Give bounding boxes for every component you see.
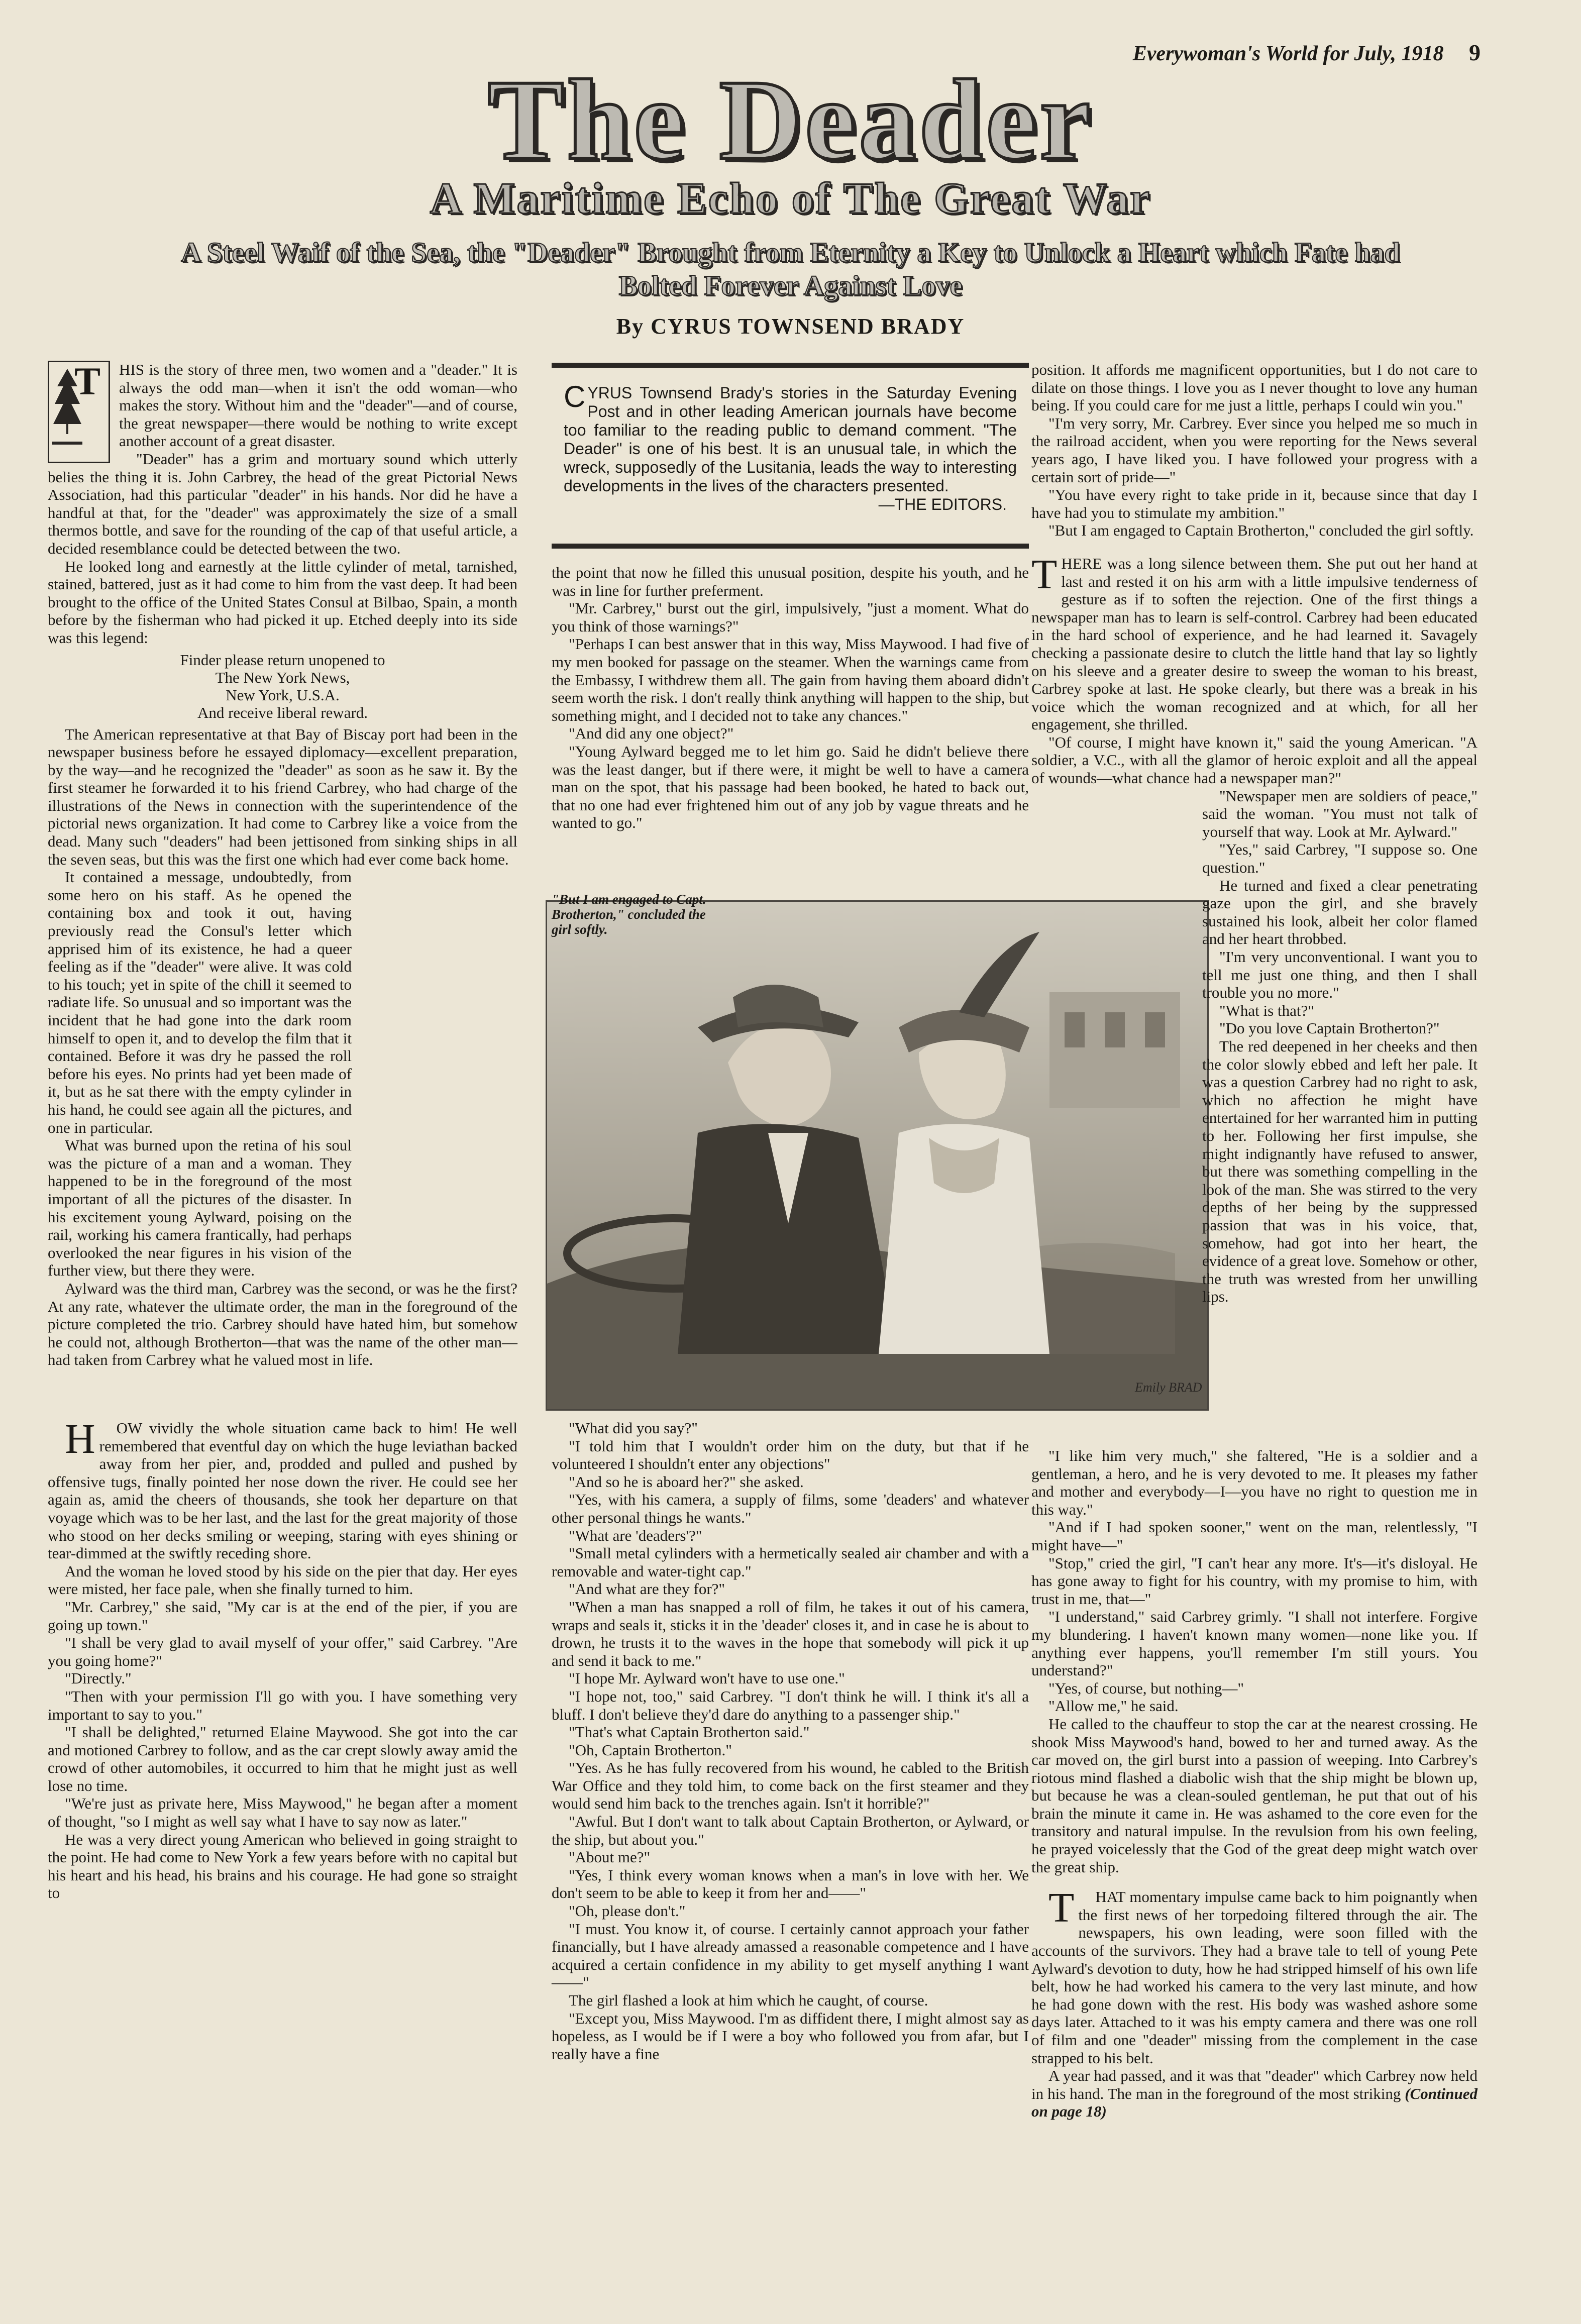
drop-cap-letter: T [74,359,101,403]
paragraph: The American representative at that Bay of Biscay port had been in the newspaper business before he essayed diplomacy—excellent preparation, by the way—and he recognized the "deader" as soon as he saw it. By the first steamer he forwarded it to his friend Carbrey, who had charge of the illustrations of the News in connection with the superintendence of the pictorial news organization. It had come to Carbrey like a voice from the dead. Many such "deaders" had been jettisoned from sinking ships in all the seven seas, but this was the first one which had ever come back home. [48,725,517,868]
paragraph-text: HAT momentary impulse came back to him poignantly when the first news of her torpedoing filtered through the air. The newspapers, his own leading, were soon filled with the accounts of the survivors. They had a brave tale to tell of young Pete Aylward's devotion to duty, how he had stripped himself of his own life belt, how he had worked his camera to the very last minute, and how he had gone down with the rest. His body was washed ashore some days later. Attached to it was his empty camera and there was one roll of film and one "deader" missing from the complement in the case strapped to his belt. [1031,1888,1478,2067]
paragraph: "I hope Mr. Aylward won't have to use one." [569,1669,845,1687]
paragraph: "I hope not, too," said Carbrey. "I don't think he will. I think it's all a bluff. I don't believe they'd dare do anything to a passenger ship." [552,1687,1029,1723]
paragraph [1031,2067,1478,2121]
paragraph [48,1416,517,1562]
paragraph: "Allow me," he said. [1048,1697,1179,1715]
paragraph: "I understand," said Carbrey grimly. "I shall not interfere. Forgive my blundering. I haven't known many women—none like you. If anything ever happens, you'll remember I'm still yours. You understand?" [1031,1608,1478,1679]
paragraph: "Small metal cylinders with a hermetically sealed air chamber and with a removable and water-tight cap." [552,1544,1029,1580]
paragraph: "Deader" has a grim and mortuary sound which utterly belies the thing it is. John Carbrey, the head of the great Pictorial News Association, had this particular "deader" in his hands. Nor did he have a handful at that, for the "deader" was approximately the size of a small thermos bottle, and save for the rounding of the cap of that useful article, a decided resemblance could be detected between the two. [48,450,517,557]
paragraph: "Young Aylward begged me to let him go. Said he didn't believe there was the least danger, but if there were, it might be well to have a camera man on the spot, that his passage had been booked, he hated to back out, that no one had ever frightened him out of any job by vague threats and he wanted to go." [552,742,1029,832]
byline: By CYRUS TOWNSEND BRADY [616,314,965,339]
section-initial: H [65,1416,95,1462]
paragraph: "And what are they for?" [569,1580,725,1598]
artist-signature: Emily BRAD [1135,1380,1202,1395]
paragraph: He called to the chauffeur to stop the car at the nearest crossing. He shook Miss Maywood's hand, bowed to her and turned away. As the car moved on, the girl burst into a passion of weeping. Into Carbrey's riotous mind flashed a diabolic wish that the ship might be blown up, but because he was a clean-souled gentleman, he put that out of his brain the minute it came in. He was ashamed to the core even for the transitory and natural impulse. In the revulsion from his own feeling, he prayed voicelessly that the God of the great deep might watch over the great ship. [1031,1715,1478,1876]
paragraph-text: HERE was a long silence between them. She put out her hand at last and rested it on his arm with a little impulsive tenderness of gesture as if to soften the rejection. One of the first things a newspaper man has to learn is self-control. Carbrey had been educated in the hard school of experience, and he had learned it. Savagely checking a passionate desire to clutch the little hand that lay so lightly on his sleeve and a greater desire to sweep the woman to his breast, Carbrey spoke at last. He spoke clearly, but there was a break in his voice which the woman recognized and at which, for all her engagement, she thrilled. [1031,554,1478,733]
paragraph: "I must. You know it, of course. I certainly cannot approach your father financially, but I have already amassed a reasonable competence and I have acquired a certain confidence in my ability to get myself anything I want——" [552,1920,1029,1991]
paragraph: And the woman he loved stood by his side on the pier that day. Her eyes were misted, her face pale, when she finally turned to him. [48,1562,517,1598]
paragraph: "I shall be very glad to avail myself of your offer," said Carbrey. "Are you going home?" [48,1634,517,1669]
section-initial: T [1048,1884,1075,1932]
article-subtitle: A Maritime Echo of The Great War [430,174,1151,223]
column-2-section-2 [552,1419,1029,2063]
paragraph: "I'm very unconventional. I want you to tell me just one thing, and then I shall trouble you no more." [1202,948,1478,1002]
paragraph: It contained a message, undoubtedly, from some hero on his staff. As he opened the containing box and took it out, having previously read the Consul's letter which apprised him of its existence, he had a queer feeling as if the "deader" were alive. It was cold to his touch; yet in spite of the chill it seemed to radiate life. So unusual and so important was the incident that he had gone into the dark room himself to open it, and to develop the film that it contained. Before it was dry he passed the roll before his eyes. No prints had yet been made of it, but as he sat there with the empty cylinder in his hand, he could see again all the pictures, and one in particular. [48,868,352,1136]
etched-legend [48,651,517,721]
paragraph: "Newspaper men are soldiers of peace," said the woman. "You must not talk of yourself that way. Look at Mr. Aylward." [1202,787,1478,840]
column-3-section-2 [1031,1447,1478,2121]
paragraph: HIS is the story of three men, two women and a "deader." It is always the odd man—when it isn't the odd woman—who makes the story. Without him and the "deader"—and of course, the great newspaper—there would be nothing to write except another account of a great disaster. [119,361,517,450]
paragraph: "But I am engaged to Captain Brotherton," concluded the girl softly. [1048,521,1474,540]
paragraph: "Yes, of course, but nothing—" [1048,1679,1244,1697]
paragraph: "Except you, Miss Maywood. I'm as diffident there, I might almost say as hopeless, as I would be if I were a boy who followed you from afar, but I really have a fine [552,2009,1029,2063]
editor-signature: —THE EDITORS. [878,495,1007,513]
paragraph: "Directly." [65,1669,132,1687]
paragraph: "You have every right to take pride in it, because since that day I have had you to stimulate my ambition." [1031,486,1478,521]
magazine-title: Everywoman's World for July, 1918 [1132,42,1444,65]
paragraph: position. It affords me magnificent opportunities, but I do not care to dilate on those things. I love you as I never thought to love any human being. If you could care for me just a little, perhaps I could win you." [1031,361,1478,414]
paragraph: "That's what Captain Brotherton said." [569,1723,810,1741]
paragraph: The girl flashed a look at him which he caught, of course. [569,1991,928,2009]
editor-initial: C [564,380,586,413]
paragraph: "And did any one object?" [569,724,734,743]
paragraph: "Mr. Carbrey," she said, "My car is at the end of the pier, if you are going up town." [48,1598,517,1634]
paragraph: He was a very direct young American who believed in going straight to the point. He had come to New York a few years before with no capital but his heart and his head, his brains and his courage. He had gone so straight to [48,1830,517,1902]
paragraph: "And so he is aboard her?" she asked. [569,1472,804,1491]
section-initial: T [1031,551,1058,598]
article-deck: A Steel Waif of the Sea, the "Deader" Brought from Eternity a Key to Unlock a Heart which Fate had Bolted Forever Against Love [181,237,1400,301]
legend-line: Finder please return unopened to [180,651,385,669]
paragraph [1031,551,1478,733]
paragraph: The red deepened in her cheeks and then the color slowly ebbed and left her pale. It was a question Carbrey had no right to ask, which no affection he might have entertained for her warranted him in putting to her. Following her first impulse, she might indignantly have refused to answer, but there was something compelling in the look of the man. She was stirred to the very depths of her being by the suppressed passion that was in his voice, that, somehow, had got into her heart, the evidence of a great love. Somehow or other, the truth was wrested from her unwilling lips. [1202,1037,1478,1306]
paragraph: He looked long and earnestly at the little cylinder of metal, tarnished, stained, battered, just as it had come to him from the vast deep. It had been brought to the office of the United States Consul at Bilbao, Spain, a month before by the fisherman who had picked it up. Etched deeply into its side was this legend: [48,557,517,647]
column-2 [552,564,1029,832]
paragraph: "I'm very sorry, Mr. Carbrey. Ever since you helped me so much in the railroad accident, when you were reporting for the News several years ago, I have liked you. I have followed your progress with a certain sort of pride—" [1031,414,1478,486]
paragraph [1031,1884,1478,2067]
paragraph: "Mr. Carbrey," burst out the girl, impulsively, "just a moment. What do you think of those warnings?" [552,599,1029,635]
paragraph: "Do you love Captain Brotherton?" [1219,1019,1440,1037]
paragraph: "And if I had spoken sooner," went on the man, relentlessly, "I might have—" [1031,1518,1478,1554]
column-1-section-2 [48,1416,517,1902]
paragraph: "I shall be delighted," returned Elaine Maywood. She got into the car and motioned Carbrey to follow, and as the car crept slowly away amid the crowd of other automobiles, it occurred to him that he might just as well lose no time. [48,1723,517,1794]
paragraph: "I like him very much," she faltered, "He is a soldier and a gentleman, a hero, and he is very devoted to me. It pleases my father and mother and everybody—I—you have no right to question me in this way." [1031,1447,1478,1518]
paragraph: "Awful. But I don't want to talk about Captain Brotherton, or Aylward, or the ship, but about you." [552,1813,1029,1848]
paragraph: "Then with your permission I'll go with you. I have something very important to say to you." [48,1687,517,1723]
legend-line: The New York News, [215,668,350,686]
paragraph: "We're just as private here, Miss Maywood," he began after a moment of thought, "so I might as well say what I have to say now as later." [48,1794,517,1831]
paragraph-text: A year had passed, and it was that "deader" which Carbrey now held in his hand. The man in the foreground of the most striking [1031,2067,1478,2102]
paragraph: "Yes," said Carbrey, "I suppose so. One question." [1202,840,1478,877]
paragraph: "What is that?" [1219,1001,1314,1019]
paragraph: "Oh, please don't." [569,1902,686,1920]
article-title: The Deader [487,57,1094,183]
paragraph: "What are 'deaders'?" [569,1526,702,1544]
paragraph: What was burned upon the retina of his soul was the picture of a man and a woman. They happened to be in the foreground of the most important of all the pictures of the disaster. In his excitement young Aylward, poising on the rail, working his camera frantically, had perhaps overlooked the near figures in his vision of the further view, but there they were. [48,1136,352,1280]
paragraph: "Oh, Captain Brotherton." [569,1741,732,1759]
paragraph: "Yes, I think every woman knows when a man's in love with her. We don't seem to be able to keep it from her and——" [552,1866,1029,1902]
page-number: 9 [1469,40,1481,65]
column-3 [1031,361,1478,1306]
paragraph: "Stop," cried the girl, "I can't hear any more. It's—it's disloyal. He has gone away to fight for his country, with my promise to him, with trust in me, that—" [1031,1554,1478,1608]
paragraph: "Yes, with his camera, a supply of films, some 'deaders' and whatever other personal things he wants." [552,1491,1029,1526]
paragraph-text: OW vividly the whole situation came back to him! He well remembered that eventful day on which the huge leviathan backed away from her pier, and, prodded and pulled and pushed by offensive tugs, finally pointed her nose down the river. He could see her again as, amid the cheers of thousands, she took her departure on that voyage which was to be her last, and the last for the great majority of those who stood on her decks smiling or weeping, staring with eyes shining or tear-dimmed at the swiftly receding shore. [48,1419,517,1562]
paragraph: Aylward was the third man, Carbrey was the second, or was he the first? At any rate, whatever the ultimate order, the man in the foreground of the picture completed the trio. Carbrey should have hated him, but somehow he could not, although Brotherton—that was the name of the other man—had taken from Carbrey what he valued most in life. [48,1279,517,1369]
paragraph: He turned and fixed a clear penetrating gaze upon the girl, and she bravely sustained his look, albeit her color flamed and her heart throbbed. [1202,876,1478,948]
paragraph: "Of course, I might have known it," said the young American. "A soldier, a V.C., with all the glamor of heroic exploit and all the appeal of wounds—what chance had a newspaper man?" [1031,733,1478,787]
editor-note-text: YRUS Townsend Brady's stories in the Saturday Evening Post and in other leading American journals have become too familiar to the reading public to demand comment. "The Deader" is one of his best. It is an unusual tale, in which the wreck, supposedly of the Lusitania, leads the way to interesting developments in the lives of the characters presented. [564,384,1017,495]
paragraph: "Perhaps I can best answer that in this way, Miss Maywood. I had five of my men booked for passage on the steamer. When the warnings came from the Embassy, I withdrew them all. The gain from having them aboard didn't seem worth the risk. I don't really think anything will happen to the ship, but something might, and I decided not to take any chances." [552,635,1029,724]
legend-line: And receive liberal reward. [197,703,368,721]
paragraph: "I told him that I wouldn't order him on the duty, but that if he volunteered I shouldn't enter any objections" [552,1437,1029,1473]
continued-link[interactable]: (Continued on page 18) [1031,2084,1478,2121]
running-head [1133,39,1481,66]
paragraph: "About me?" [569,1848,651,1866]
paragraph: "What did you say?" [569,1419,698,1437]
editors-note [552,363,1029,549]
illustration-caption: "But I am engaged to Capt. Brotherton," concluded the girl softly. [552,892,706,937]
column-1 [48,361,517,1369]
paragraph: "Yes. As he has fully recovered from his wound, he cabled to the British War Office and they told him, to come back on the first steamer and they would send him back to the trenches again. Isn't it horrible?" [552,1759,1029,1813]
paragraph: the point that now he filled this unusual position, despite his youth, and he was in line for further preferment. [552,564,1029,599]
paragraph: "When a man has snapped a roll of film, he takes it out of his camera, wraps and seals it, sticks it in the 'deader' closes it, and in case he is about to drown, he trusts it to the waves in the hope that somebody will pick it up and send it back to me." [552,1598,1029,1669]
legend-line: New York, U.S.A. [226,686,340,704]
drop-cap-ornament [48,361,110,463]
